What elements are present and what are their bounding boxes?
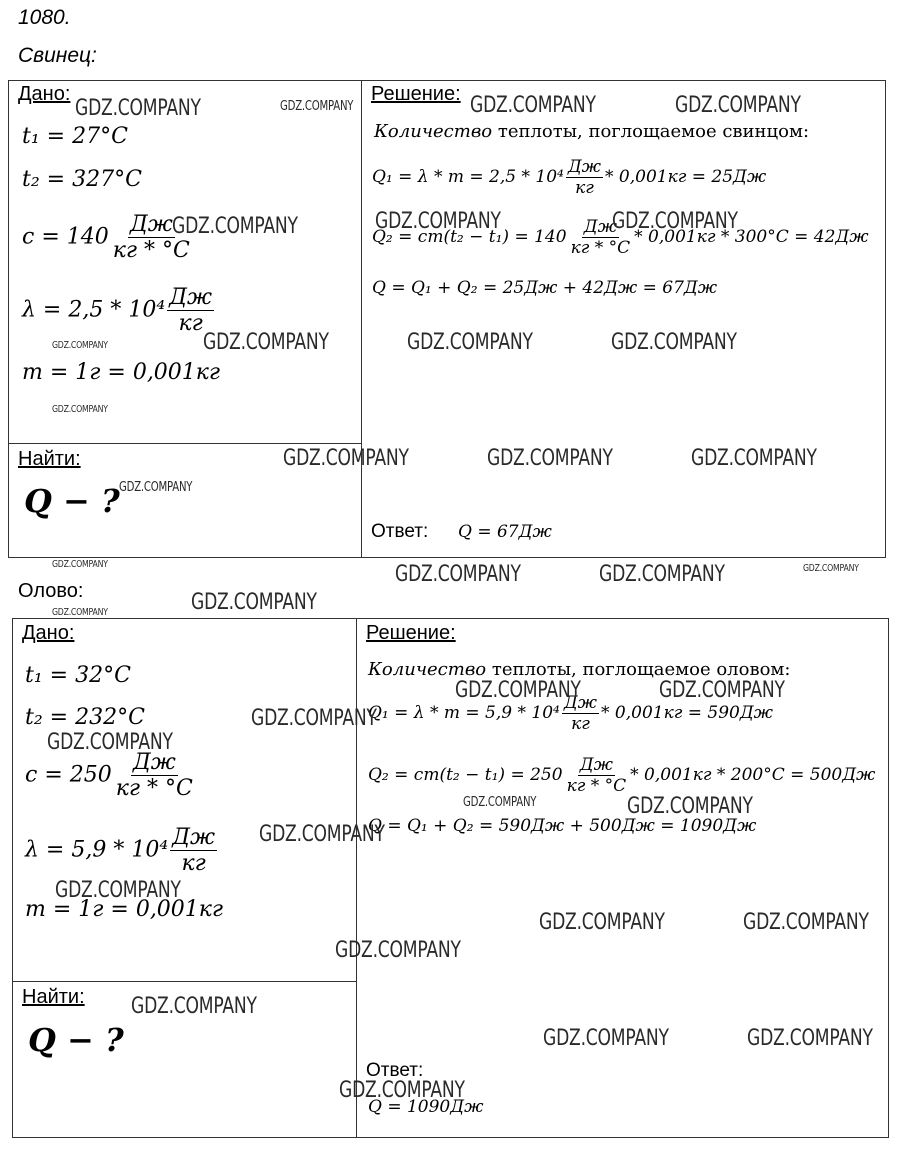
watermark: GDZ.COMPANY — [52, 559, 108, 570]
equation-q2 — [368, 755, 875, 796]
watermark: GDZ.COMPANY — [395, 562, 521, 587]
watermark: GDZ.COMPANY — [470, 93, 596, 118]
watermark: GDZ.COMPANY — [203, 330, 329, 355]
solution-intro — [374, 121, 809, 142]
watermark: GDZ.COMPANY — [335, 938, 461, 963]
watermark: GDZ.COMPANY — [599, 562, 725, 587]
watermark: GDZ.COMPANY — [659, 678, 785, 703]
given-t1: t₁ = 27°C — [22, 124, 128, 149]
watermark: GDZ.COMPANY — [487, 446, 613, 471]
q1-unit-num: Дж — [563, 693, 598, 713]
solution-box-lead — [361, 80, 886, 558]
given-lambda — [25, 825, 219, 876]
watermark: GDZ.COMPANY — [407, 330, 533, 355]
given-mass: m = 1г = 0,001кг — [22, 360, 221, 385]
given-lambda — [22, 285, 216, 336]
watermark: GDZ.COMPANY — [52, 404, 108, 415]
q2-unit-den: кг * °C — [570, 238, 631, 258]
specific-heat-value: c = 140 — [22, 224, 109, 250]
watermark: GDZ.COMPANY — [803, 563, 859, 574]
q2-unit-num: Дж — [583, 217, 617, 237]
unit-numerator: Дж — [169, 285, 213, 310]
watermark: GDZ.COMPANY — [627, 794, 753, 819]
find-label: Найти: — [18, 448, 81, 470]
given-t2: t₂ = 327°C — [22, 167, 142, 192]
unit-denominator: кг * °C — [115, 776, 193, 801]
watermark: GDZ.COMPANY — [55, 878, 181, 903]
given-t2: t₂ = 232°C — [25, 705, 145, 730]
watermark: GDZ.COMPANY — [131, 994, 257, 1019]
watermark: GDZ.COMPANY — [339, 1078, 465, 1103]
watermark: GDZ.COMPANY — [259, 822, 385, 847]
watermark: GDZ.COMPANY — [455, 678, 581, 703]
watermark: GDZ.COMPANY — [691, 446, 817, 471]
intro-text: теплоты, поглощаемое оловом: — [486, 659, 791, 680]
q2-suffix: * 0,001кг * 200°C = 500Дж — [630, 765, 876, 785]
specific-heat-value: c = 250 — [25, 762, 112, 788]
q1-suffix: * 0,001кг = 25Дж — [605, 167, 767, 187]
watermark: GDZ.COMPANY — [119, 480, 193, 495]
given-label: Дано: — [22, 622, 75, 644]
watermark: GDZ.COMPANY — [191, 590, 317, 615]
q2-prefix: Q₂ = cm(t₂ − t₁) = 140 — [372, 227, 567, 247]
find-label: Найти: — [22, 986, 85, 1008]
answer-value: Q = 67Дж — [458, 522, 552, 542]
watermark: GDZ.COMPANY — [172, 214, 298, 239]
watermark: GDZ.COMPANY — [251, 706, 377, 731]
watermark: GDZ.COMPANY — [47, 730, 173, 755]
watermark: GDZ.COMPANY — [543, 1026, 669, 1051]
given-t1: t₁ = 32°C — [25, 663, 131, 688]
answer-label: Ответ: — [371, 521, 429, 542]
watermark: GDZ.COMPANY — [747, 1026, 873, 1051]
given-mass: m = 1г = 0,001кг — [25, 897, 224, 922]
watermark: GDZ.COMPANY — [539, 910, 665, 935]
unit-denominator: кг — [178, 311, 203, 336]
watermark: GDZ.COMPANY — [611, 330, 737, 355]
watermark: GDZ.COMPANY — [743, 910, 869, 935]
watermark: GDZ.COMPANY — [52, 340, 108, 351]
q1-unit-num: Дж — [567, 157, 602, 177]
watermark: GDZ.COMPANY — [280, 99, 354, 114]
problem-number: 1080. — [18, 6, 71, 29]
unit-numerator: Дж — [129, 212, 173, 237]
given-specific-heat — [22, 212, 194, 263]
lambda-value: λ = 2,5 * 10⁴ — [22, 297, 166, 323]
intro-italic: Количество — [374, 121, 493, 142]
q1-unit-den: кг — [571, 714, 590, 734]
given-label: Дано: — [18, 83, 71, 105]
unit-denominator: кг — [181, 851, 206, 876]
given-specific-heat — [25, 750, 197, 801]
equation-q1 — [372, 157, 766, 198]
answer-value: Q = 1090Дж — [368, 1097, 484, 1117]
solution-intro — [368, 659, 790, 680]
lambda-value: λ = 5,9 * 10⁴ — [25, 837, 169, 863]
section-title-tin: Олово: — [18, 580, 84, 602]
equation-q-total: Q = Q₁ + Q₂ = 25Дж + 42Дж = 67Дж — [372, 278, 718, 298]
watermark: GDZ.COMPANY — [375, 209, 501, 234]
find-value: Q − ? — [24, 482, 120, 520]
solution-label: Решение: — [366, 622, 456, 644]
watermark: GDZ.COMPANY — [612, 209, 738, 234]
q1-prefix: Q₁ = λ * m = 2,5 * 10⁴ — [372, 167, 564, 187]
watermark: GDZ.COMPANY — [283, 446, 409, 471]
watermark: GDZ.COMPANY — [52, 607, 108, 618]
equation-q-total: Q = Q₁ + Q₂ = 590Дж + 500Дж = 1090Дж — [368, 816, 757, 836]
solution-label: Решение: — [371, 83, 461, 105]
watermark: GDZ.COMPANY — [463, 795, 537, 810]
answer-label: Ответ: — [366, 1060, 424, 1081]
watermark: GDZ.COMPANY — [75, 96, 201, 121]
q1-prefix: Q₁ = λ * m = 5,9 * 10⁴ — [368, 703, 560, 723]
find-value: Q − ? — [28, 1021, 124, 1059]
section-title-lead: Свинец: — [18, 44, 97, 67]
q2-prefix: Q₂ = cm(t₂ − t₁) = 250 — [368, 765, 563, 785]
unit-numerator: Дж — [172, 825, 216, 850]
unit-numerator: Дж — [132, 750, 176, 775]
q2-unit-den: кг * °C — [566, 776, 627, 796]
q2-unit-num: Дж — [579, 755, 613, 775]
q1-unit-den: кг — [575, 178, 594, 198]
watermark: GDZ.COMPANY — [675, 93, 801, 118]
intro-text: теплоты, поглощаемое свинцом: — [492, 121, 810, 142]
q2-suffix: * 0,001кг * 300°C = 42Дж — [634, 227, 869, 247]
unit-denominator: кг * °C — [112, 238, 190, 263]
intro-italic: Количество — [368, 659, 487, 680]
q1-suffix: * 0,001кг = 590Дж — [601, 703, 773, 723]
